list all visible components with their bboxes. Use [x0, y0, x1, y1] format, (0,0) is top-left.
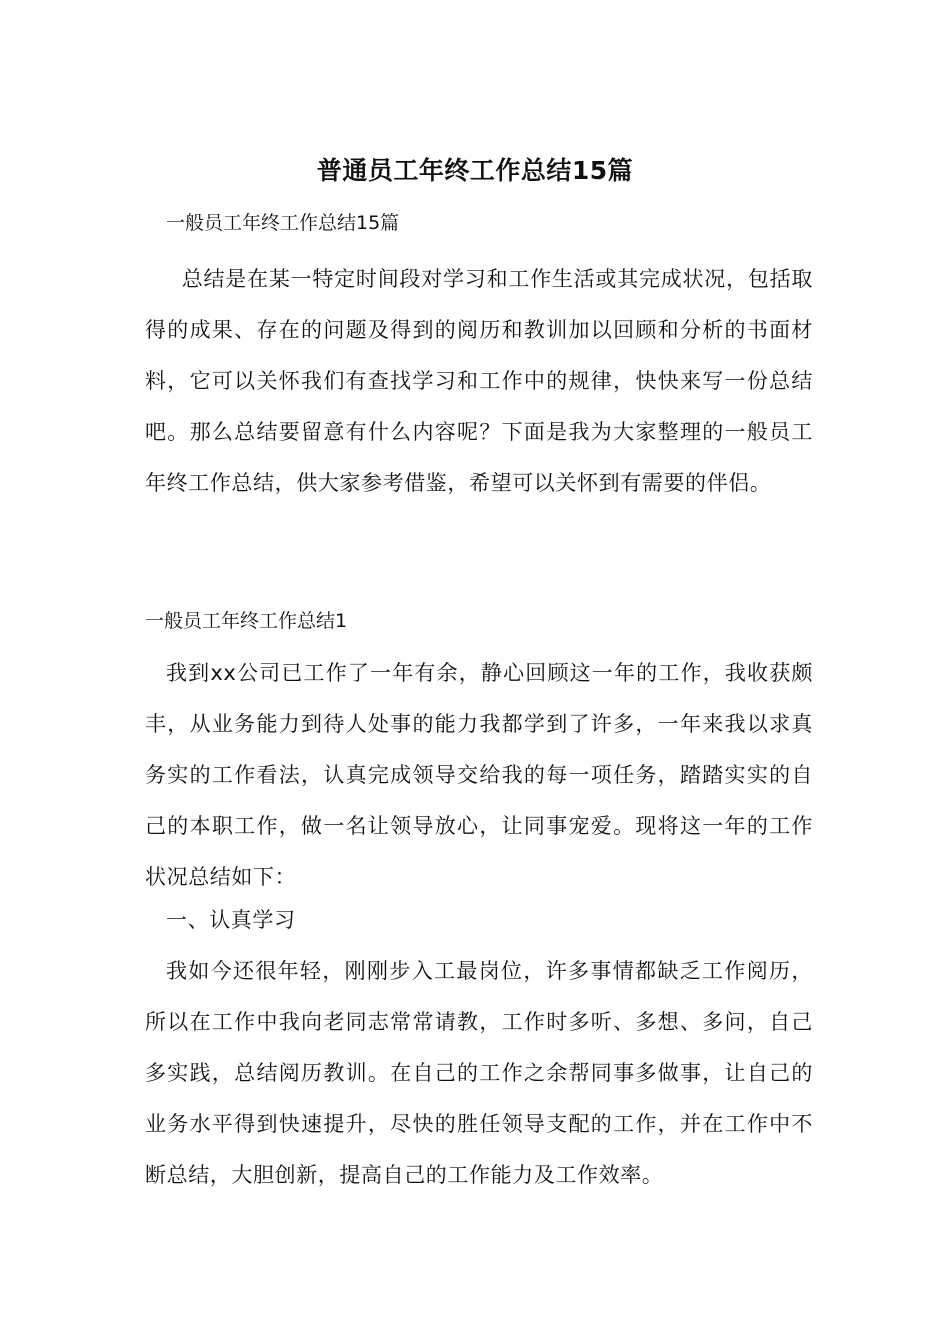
- intro-paragraph: 总结是在某一特定时间段对学习和工作生活或其完成状况，包括取得的成果、存在的问题及得到的阅历和教训加以回顾和分析的书面材料，它可以关怀我们有查找学习和工作中的规律，快快来写一份总结吧。那么总结要留意有什么内容呢？下面是我为大家整理的一般员工年终工作总结，供大家参考借鉴，希望可以关怀到有需要的伴侣。: [145, 267, 813, 495]
- subsection-paragraph: 我如今还很年轻，刚刚步入工最岗位，许多事情都缺乏工作阅历，所以在工作中我向老同志常常请教，工作时多听、多想、多问，自己多实践，总结阅历教训。在自己的工作之余帮同事多做事，让自己的业务水平得到快速提升，尽快的胜任领导支配的工作，并在工作中不断总结，大胆创新，提高自己的工作能力及工作效率。: [145, 959, 813, 1187]
- document-subtitle: 一般员工年终工作总结15篇: [166, 212, 400, 234]
- section-paragraph: 我到xx公司已工作了一年有余，静心回顾这一年的工作，我收获颇丰，从业务能力到待人处事的能力我都学到了许多，一年来我以求真务实的工作看法，认真完成领导交给我的每一项任务，踏踏实实的自己的本职工作，做一名让领导放心，让同事宠爱。现将这一年的工作状况总结如下：: [145, 661, 813, 889]
- section-heading: 一般员工年终工作总结1: [145, 610, 348, 632]
- subsection-heading: 一、认真学习: [166, 908, 296, 932]
- document-title: 普通员工年终工作总结15篇: [316, 156, 634, 185]
